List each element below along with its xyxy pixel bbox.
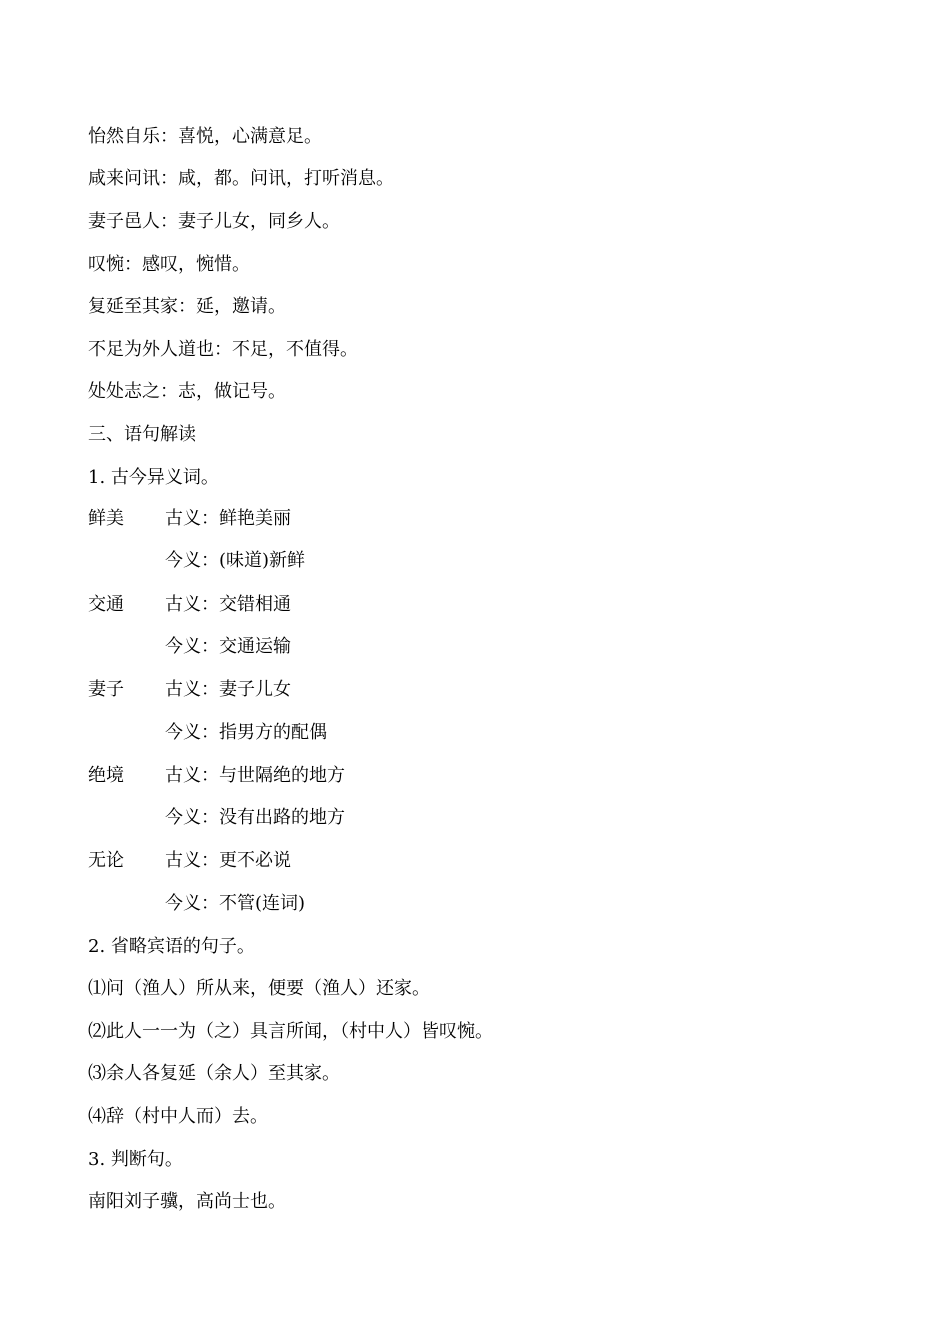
vocab-line: 不足为外人道也：不足，不值得。 — [88, 339, 358, 360]
word-entry — [0, 592, 950, 618]
ancient-meaning: 古义：交错相通 — [165, 594, 291, 615]
subsection-heading: 3. 判断句。 — [88, 1149, 183, 1170]
word-entry — [0, 677, 950, 703]
ancient-meaning: 古义：鲜艳美丽 — [165, 508, 291, 529]
example-sentence: ⑶余人各复延（余人）至其家。 — [88, 1063, 340, 1084]
modern-meaning: 今义：交通运输 — [165, 636, 291, 657]
vocab-line: 叹惋：感叹，惋惜。 — [88, 254, 250, 275]
example-sentence: 南阳刘子骥，高尚士也。 — [88, 1191, 286, 1212]
word-entry-modern — [0, 634, 950, 660]
vocab-line: 复延至其家：延，邀请。 — [88, 296, 286, 317]
ancient-meaning: 古义：妻子儿女 — [165, 679, 291, 700]
word-term: 交通 — [88, 594, 124, 615]
ancient-meaning: 古义：与世隔绝的地方 — [165, 765, 345, 786]
word-term: 鲜美 — [88, 508, 124, 529]
section-heading: 三、语句解读 — [88, 424, 196, 445]
example-sentence: ⑷辞（村中人而）去。 — [88, 1106, 268, 1127]
word-entry — [0, 506, 950, 532]
ancient-meaning: 古义：更不必说 — [165, 850, 291, 871]
example-sentence: ⑴问（渔人）所从来，便要（渔人）还家。 — [88, 978, 430, 999]
vocab-line: 处处志之：志，做记号。 — [88, 381, 286, 402]
word-entry-modern — [0, 548, 950, 574]
modern-meaning: 今义：指男方的配偶 — [165, 722, 327, 743]
word-term: 无论 — [88, 850, 124, 871]
subsection-heading: 2. 省略宾语的句子。 — [88, 936, 255, 957]
modern-meaning: 今义：(味道)新鲜 — [165, 550, 306, 571]
word-entry-modern — [0, 805, 950, 831]
vocab-line: 咸来问讯：咸，都。问讯，打听消息。 — [88, 168, 394, 189]
word-entry-modern — [0, 720, 950, 746]
word-term: 妻子 — [88, 679, 124, 700]
word-entry — [0, 763, 950, 789]
word-entry-modern — [0, 891, 950, 917]
vocab-line: 妻子邑人：妻子儿女，同乡人。 — [88, 211, 340, 232]
word-entry — [0, 848, 950, 874]
word-term: 绝境 — [88, 765, 124, 786]
subsection-heading: 1. 古今异义词。 — [88, 467, 219, 488]
vocab-line: 怡然自乐：喜悦，心满意足。 — [88, 126, 322, 147]
example-sentence: ⑵此人一一为（之）具言所闻，（村中人）皆叹惋。 — [88, 1021, 493, 1042]
modern-meaning: 今义：不管(连词) — [165, 893, 306, 914]
modern-meaning: 今义：没有出路的地方 — [165, 807, 345, 828]
